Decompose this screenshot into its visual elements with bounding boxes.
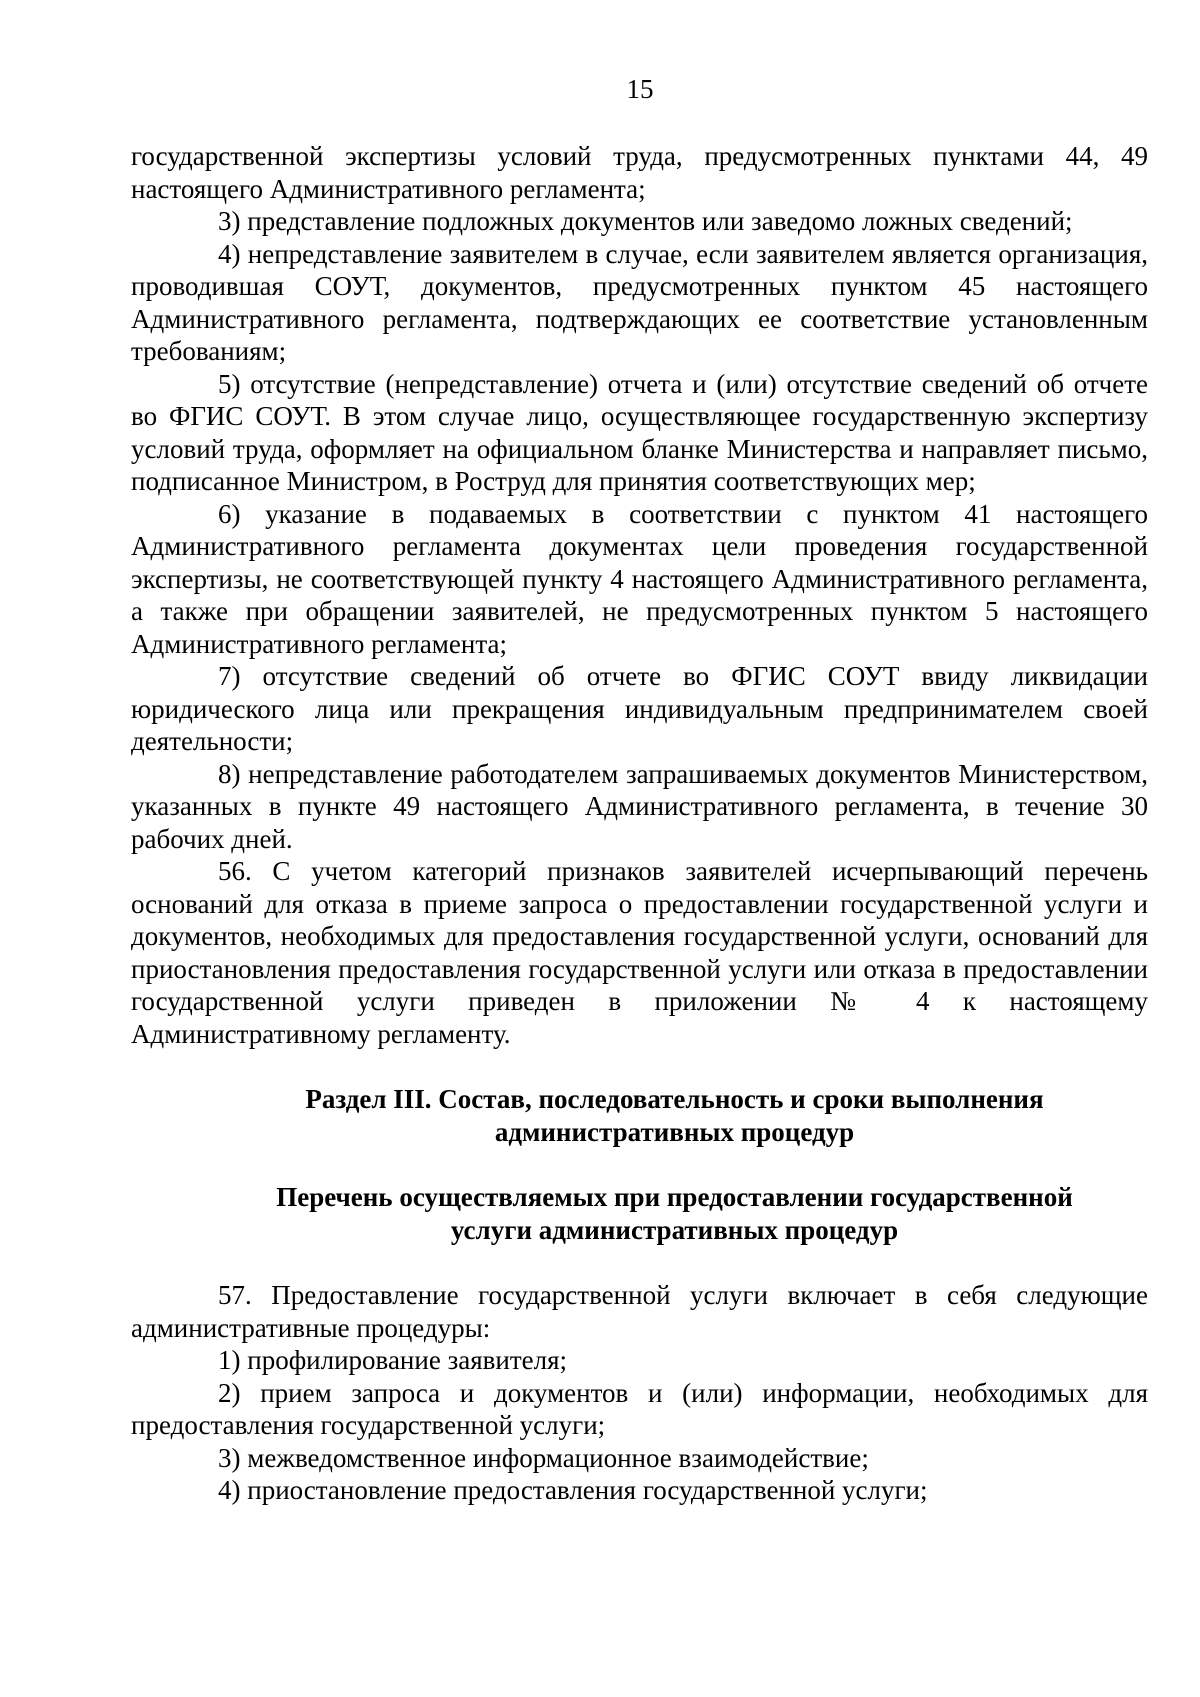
procedure-item-3: 3) межведомственное информационное взаимодействие; — [218, 1442, 869, 1473]
section-heading-line-2: административных процедур — [494, 1116, 855, 1147]
section-heading-line-1: Раздел III. Состав, последовательность и сроки выполнения — [305, 1084, 1044, 1114]
list-item-7: 7) отсутствие сведений об отчете во ФГИС СОУТ ввиду ликвидации юридического лица или прекращения индивидуальным предпринимателем своей деятельности; — [131, 661, 1148, 756]
subsection-heading — [131, 1181, 1148, 1246]
procedure-item-4: 4) приостановление предоставления государственной услуги; — [218, 1475, 928, 1505]
list-item-3: 3) представление подложных документов или заведомо ложных сведений; — [218, 206, 1073, 236]
list-item-8: 8) непредставление работодателем запрашиваемых документов Министерством, указанных в пункте 49 настоящего Административного регламента, в течение 30 рабочих дней. — [131, 758, 1148, 854]
subsection-heading-line-2: услуги административных процедур — [450, 1214, 899, 1245]
procedure-item-1: 1) профилирование заявителя; — [218, 1345, 568, 1375]
list-item-4: 4) непредставление заявителем в случае, если заявителем является организация, проводившая СОУТ, документов, предусмотренных пунктом 45 настоящего Административного регламента, подтверждающих ее соответствие установленным требованиям; — [131, 238, 1148, 366]
list-item-5: 5) отсутствие (непредставление) отчета и (или) отсутствие сведений об отчете во ФГИС СОУТ. В этом случае лицо, осуществляющее государственную экспертизу условий труда, оформляет на официальном бланке Министерства и направляет письмо, подписанное Министром, в Роструд для принятия соответствующих мер; — [131, 368, 1148, 496]
subsection-heading-line-1: Перечень осуществляемых при предоставлении государственной — [276, 1182, 1073, 1212]
procedure-item-2: 2) прием запроса и документов и (или) информации, необходимых для предоставления государственной услуги; — [131, 1377, 1148, 1440]
paragraph-56: 56. С учетом категорий признаков заявителей исчерпывающий перечень оснований для отказа в приеме запроса о предоставлении государственной услуги и документов, необходимых для предоставления государственной услуги, оснований для приостановления предоставления государственной услуги или отказа в предоставлении государственной услуги приведен в приложении № 4 к настоящему Административному регламенту. — [131, 856, 1148, 1049]
section-heading — [131, 1083, 1148, 1148]
paragraph-continuation: государственной экспертизы условий труда, предусмотренных пунктами 44, 49 настоящего Административного регламента; — [131, 141, 1148, 204]
paragraph-57: 57. Предоставление государственной услуги включает в себя следующие административные процедуры: — [131, 1280, 1148, 1343]
list-item-6: 6) указание в подаваемых в соответствии с пунктом 41 настоящего Административного регламента документах цели проведения государственной экспертизы, не соответствующей пункту 4 настоящего Административного регламента, а также при обращении заявителей, не предусмотренных пунктом 5 настоящего Административного регламента; — [131, 498, 1148, 659]
document-body — [131, 140, 1148, 1507]
page-number: 15 — [626, 74, 654, 104]
